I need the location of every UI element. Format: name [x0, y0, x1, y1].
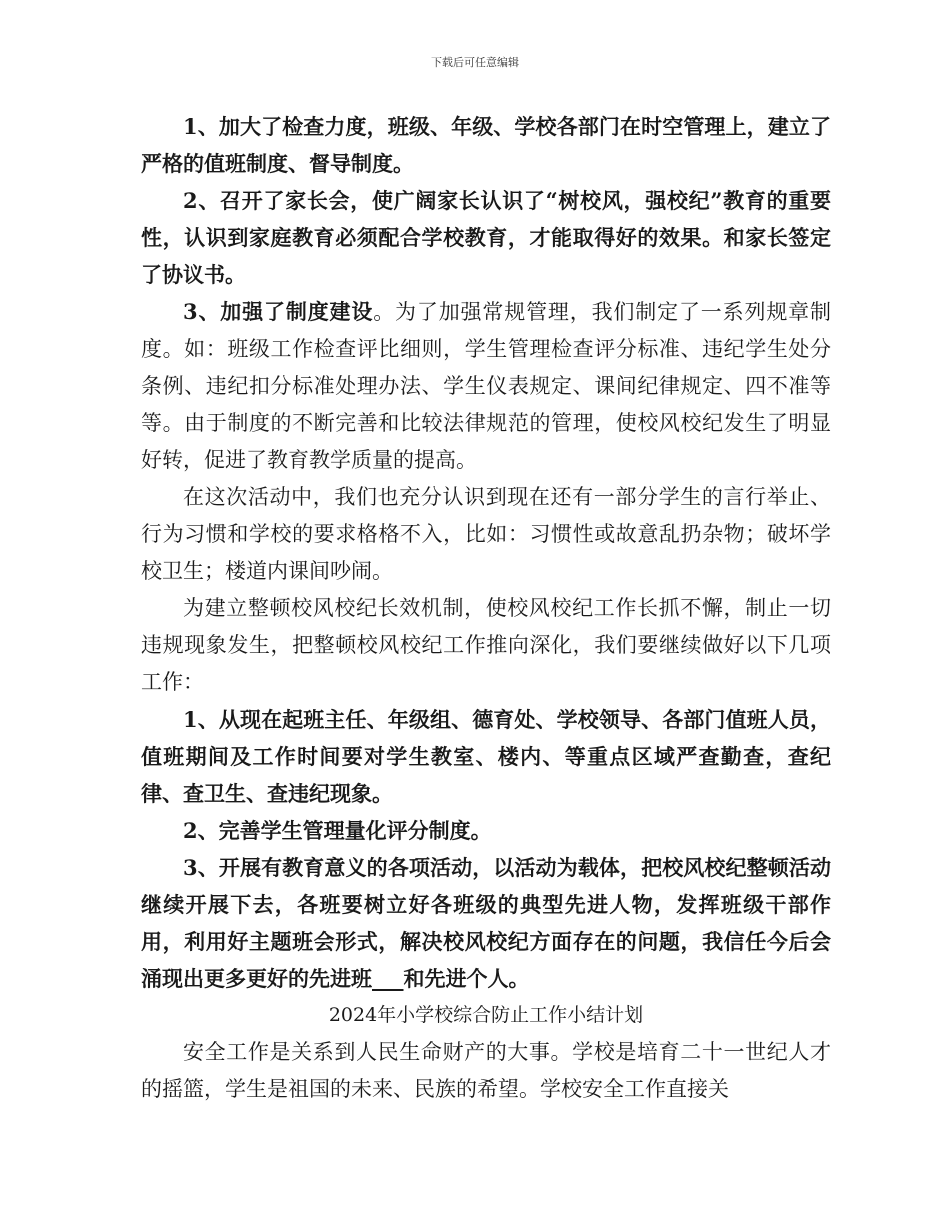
paragraph-text-end: 和先进个人。 [403, 966, 530, 991]
paragraph [141, 293, 831, 479]
paragraph-body: 。为了加强常规管理，我们制定了一系列规章制度。如：班级工作检查评比细则，学生管理检查评分标准、违纪学生处分条例、违纪扣分标准处理办法、学生仪表规定、课间纪律规定、四不准等等。由于制度的不断完善和比较法律规范的管理，使校风校纪发生了明显好转，促进了教育教学质量的提高。 [141, 300, 831, 472]
paragraph: 1、从现在起班主任、年级组、德育处、学校领导、各部门值班人员，值班期间及工作时间要对学生教室、楼内、等重点区域严查勤查，查纪律、查卫生、查违纪现象。 [141, 707, 831, 806]
paragraph: 2、召开了家长会，使广阔家长认识了“树校风，强校纪”教育的重要性，认识到家庭教育必须配合学校教育，才能取得好的效果。和家长签定了协议书。 [141, 188, 831, 287]
paragraph: 在这次活动中，我们也充分认识到现在还有一部分学生的言行举止、行为习惯和学校的要求格格不入，比如：习惯性或故意乱扔杂物；破坏学校卫生；楼道内课间吵闹。 [141, 485, 831, 583]
section-title: 2024年小学校综合防止工作小结计划 [328, 1004, 644, 1026]
page-header: 下载后可任意编辑 [431, 56, 519, 69]
paragraph: 1、加大了检查力度，班级、年级、学校各部门在时空管理上，建立了严格的值班制度、督导制度。 [141, 114, 831, 176]
paragraph: 2、完善学生管理量化评分制度。 [183, 818, 492, 843]
document-body [141, 108, 831, 1108]
blank-line: ___ [372, 966, 404, 991]
paragraph-lead: 3、加强了制度建设 [183, 299, 374, 324]
paragraph [141, 849, 831, 997]
paragraph: 为建立整顿校风校纪长效机制，使校风校纪工作长抓不懈，制止一切违规现象发生，把整顿校风校纪工作推向深化，我们要继续做好以下几项工作： [141, 596, 831, 694]
paragraph: 安全工作是关系到人民生命财产的大事。学校是培育二十一世纪人才的摇篮，学生是祖国的未来、民族的希望。学校安全工作直接关 [141, 1040, 831, 1101]
paragraph-text: 3、开展有教育意义的各项活动，以活动为载体，把校风校纪整顿活动继续开展下去，各班要树立好各班级的典型先进人物，发挥班级干部作用，利用好主题班会形式，解决校风校纪方面存在的问题，我信任今后会涌现出更多更好的先进班 [141, 855, 831, 991]
